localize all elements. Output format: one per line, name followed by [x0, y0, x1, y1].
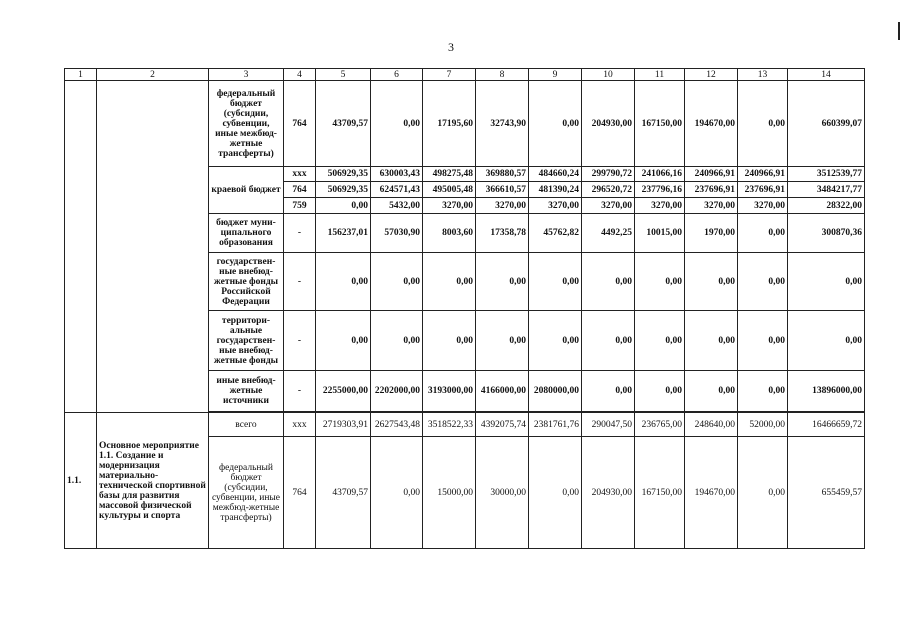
row-number-cell: 1.1. [65, 413, 97, 549]
value-cell: 0,00 [582, 311, 635, 371]
margin-mark [898, 22, 900, 40]
value-cell: 0,00 [529, 311, 582, 371]
value-cell: 0,00 [316, 253, 371, 311]
value-cell: 30000,00 [476, 437, 529, 549]
budget-code: - [284, 214, 316, 253]
col-header: 9 [529, 69, 582, 81]
value-cell: 0,00 [316, 311, 371, 371]
value-cell: 3270,00 [529, 198, 582, 214]
funding-source: территори-альные государствен-ные внебюд-жетные фонды [209, 311, 284, 371]
value-cell: 237796,16 [635, 182, 685, 198]
value-cell: 481390,24 [529, 182, 582, 198]
value-cell: 0,00 [738, 437, 788, 549]
value-cell: 506929,35 [316, 167, 371, 182]
col-header: 11 [635, 69, 685, 81]
funding-source: государствен-ные внебюд-жетные фонды Российской Федерации [209, 253, 284, 311]
value-cell: 8003,60 [423, 214, 476, 253]
col-header: 7 [423, 69, 476, 81]
value-cell: 2627543,48 [371, 413, 423, 437]
value-cell: 0,00 [635, 253, 685, 311]
value-cell: 366610,57 [476, 182, 529, 198]
budget-code: 764 [284, 182, 316, 198]
value-cell: 0,00 [582, 253, 635, 311]
value-cell: 3518522,33 [423, 413, 476, 437]
col-header: 2 [97, 69, 209, 81]
value-cell: 495005,48 [423, 182, 476, 198]
value-cell: 624571,43 [371, 182, 423, 198]
value-cell: 240966,91 [685, 167, 738, 182]
value-cell: 506929,35 [316, 182, 371, 198]
value-cell: 3270,00 [738, 198, 788, 214]
funding-source: федеральный бюджет (субсидии, субвенции, иные межбюд-жетные трансферты) [209, 81, 284, 167]
col-header: 5 [316, 69, 371, 81]
value-cell: 0,00 [423, 311, 476, 371]
value-cell: 296520,72 [582, 182, 635, 198]
value-cell: 17195,60 [423, 81, 476, 167]
funding-source: всего [209, 413, 284, 437]
value-cell: 16466659,72 [788, 413, 865, 437]
budget-code: - [284, 253, 316, 311]
measure-name-cell [97, 81, 209, 413]
value-cell: 3270,00 [476, 198, 529, 214]
value-cell: 4492,25 [582, 214, 635, 253]
value-cell: 45762,82 [529, 214, 582, 253]
value-cell: 240966,91 [738, 167, 788, 182]
budget-code: - [284, 311, 316, 371]
value-cell: 3484217,77 [788, 182, 865, 198]
value-cell: 241066,16 [635, 167, 685, 182]
funding-source: иные внебюд-жетные источники [209, 371, 284, 412]
value-cell: 0,00 [738, 311, 788, 371]
value-cell: 5432,00 [371, 198, 423, 214]
value-cell: 0,00 [371, 311, 423, 371]
value-cell: 2202000,00 [371, 371, 423, 412]
value-cell: 300870,36 [788, 214, 865, 253]
col-header: 12 [685, 69, 738, 81]
value-cell: 0,00 [423, 253, 476, 311]
value-cell: 32743,90 [476, 81, 529, 167]
value-cell: 236765,00 [635, 413, 685, 437]
value-cell: 17358,78 [476, 214, 529, 253]
value-cell: 0,00 [316, 198, 371, 214]
value-cell: 3270,00 [423, 198, 476, 214]
column-number-row [65, 69, 865, 81]
value-cell: 484660,24 [529, 167, 582, 182]
value-cell: 2381761,76 [529, 413, 582, 437]
table-row [65, 413, 865, 437]
value-cell: 0,00 [635, 311, 685, 371]
budget-code: 764 [284, 437, 316, 549]
value-cell: 2255000,00 [316, 371, 371, 412]
value-cell: 10015,00 [635, 214, 685, 253]
value-cell: 0,00 [635, 371, 685, 412]
col-header: 10 [582, 69, 635, 81]
value-cell: 237696,91 [738, 182, 788, 198]
value-cell: 3193000,00 [423, 371, 476, 412]
value-cell: 0,00 [476, 253, 529, 311]
measure-name-cell: Основное мероприятие 1.1. Создание и модернизация материально-технической спортивной базы для развития массовой физической культуры и спорта [97, 413, 209, 549]
col-header: 13 [738, 69, 788, 81]
budget-table [64, 68, 865, 549]
value-cell: 204930,00 [582, 437, 635, 549]
value-cell: 0,00 [788, 311, 865, 371]
value-cell: 43709,57 [316, 81, 371, 167]
value-cell: 0,00 [738, 253, 788, 311]
value-cell: 3270,00 [635, 198, 685, 214]
col-header: 1 [65, 69, 97, 81]
value-cell: 3270,00 [582, 198, 635, 214]
budget-code: xxx [284, 167, 316, 182]
value-cell: 204930,00 [582, 81, 635, 167]
value-cell: 0,00 [582, 371, 635, 412]
value-cell: 0,00 [685, 371, 738, 412]
value-cell: 498275,48 [423, 167, 476, 182]
value-cell: 2080000,00 [529, 371, 582, 412]
value-cell: 52000,00 [738, 413, 788, 437]
row-number-cell [65, 81, 97, 413]
table-row [65, 81, 865, 167]
value-cell: 248640,00 [685, 413, 738, 437]
value-cell: 655459,57 [788, 437, 865, 549]
col-header: 8 [476, 69, 529, 81]
budget-code: 764 [284, 81, 316, 167]
value-cell: 194670,00 [685, 81, 738, 167]
value-cell: 3512539,77 [788, 167, 865, 182]
value-cell: 2719303,91 [316, 413, 371, 437]
value-cell: 43709,57 [316, 437, 371, 549]
value-cell: 57030,90 [371, 214, 423, 253]
budget-code: 759 [284, 198, 316, 214]
value-cell: 15000,00 [423, 437, 476, 549]
value-cell: 0,00 [788, 253, 865, 311]
value-cell: 660399,07 [788, 81, 865, 167]
value-cell: 28322,00 [788, 198, 865, 214]
value-cell: 0,00 [371, 253, 423, 311]
value-cell: 0,00 [371, 81, 423, 167]
value-cell: 0,00 [738, 214, 788, 253]
value-cell: 156237,01 [316, 214, 371, 253]
value-cell: 4392075,74 [476, 413, 529, 437]
col-header: 6 [371, 69, 423, 81]
value-cell: 290047,50 [582, 413, 635, 437]
value-cell: 3270,00 [685, 198, 738, 214]
value-cell: 1970,00 [685, 214, 738, 253]
value-cell: 0,00 [529, 81, 582, 167]
value-cell: 167150,00 [635, 81, 685, 167]
value-cell: 630003,43 [371, 167, 423, 182]
value-cell: 299790,72 [582, 167, 635, 182]
page-number: 3 [448, 40, 454, 54]
value-cell: 4166000,00 [476, 371, 529, 412]
value-cell: 369880,57 [476, 167, 529, 182]
value-cell: 0,00 [685, 311, 738, 371]
budget-code: - [284, 371, 316, 412]
col-header: 14 [788, 69, 865, 81]
value-cell: 0,00 [529, 253, 582, 311]
value-cell: 237696,91 [685, 182, 738, 198]
value-cell: 0,00 [738, 81, 788, 167]
budget-code: xxx [284, 413, 316, 437]
funding-source: федеральный бюджет (субсидии, субвенции, иные межбюд-жетные трансферты) [209, 437, 284, 549]
value-cell: 0,00 [529, 437, 582, 549]
value-cell: 0,00 [738, 371, 788, 412]
funding-source: бюджет муни-ципального образования [209, 214, 284, 253]
col-header: 3 [209, 69, 284, 81]
funding-source: краевой бюджет [209, 167, 284, 214]
value-cell: 0,00 [685, 253, 738, 311]
value-cell: 0,00 [371, 437, 423, 549]
col-header: 4 [284, 69, 316, 81]
value-cell: 167150,00 [635, 437, 685, 549]
value-cell: 0,00 [476, 311, 529, 371]
value-cell: 194670,00 [685, 437, 738, 549]
value-cell: 13896000,00 [788, 371, 865, 412]
